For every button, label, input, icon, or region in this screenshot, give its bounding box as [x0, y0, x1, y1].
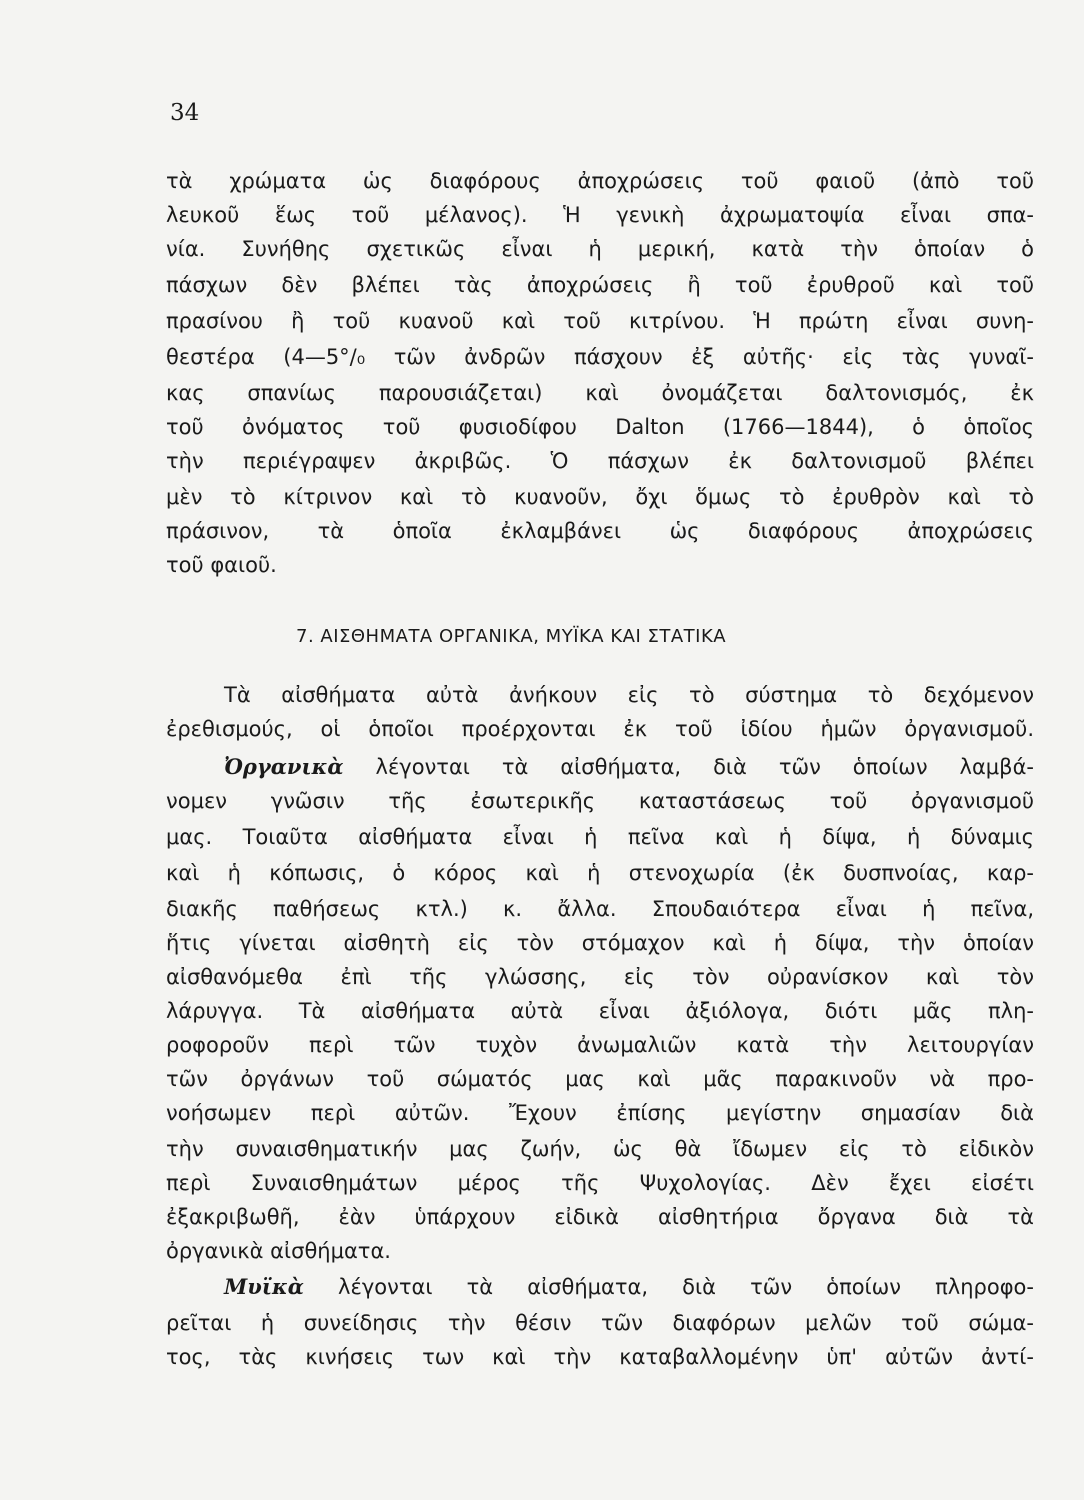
text-line: κας σπανίως παρουσιάζεται) καὶ ὀνομάζεται δαλτονισμός, ἐκ [166, 381, 1034, 405]
text-line: νομεν γνῶσιν τῆς ἐσωτερικῆς καταστάσεως τοῦ ὀργανισμοῦ [166, 789, 1034, 813]
text-line: τοῦ φαιοῦ. [166, 553, 277, 577]
text-span: λέγονται τὰ αἰσθήματα, διὰ τῶν ὁποίων πληροφο- [338, 1275, 1034, 1299]
text-line: πράσινον, τὰ ὁποῖα ἐκλαμβάνει ὡς διαφόρους ἀποχρώσεις [166, 519, 1034, 543]
page-number: 34 [170, 100, 200, 126]
text-line: τὴν περιέγραψεν ἀκριβῶς. Ὁ πάσχων ἐκ δαλτονισμοῦ βλέπει [166, 449, 1034, 473]
text-line: ροφοροῦν περὶ τῶν τυχὸν ἀνωμαλιῶν κατὰ τὴν λειτουργίαν [166, 1033, 1034, 1057]
text-line: ὀργανικὰ αἰσθήματα. [166, 1239, 391, 1263]
text-line: περὶ Συναισθημάτων μέρος τῆς Ψυχολογίας. Δὲν ἔχει εἰσέτι [166, 1171, 1034, 1195]
text-line: διακῆς παθήσεως κτλ.) κ. ἄλλα. Σπουδαιότερα εἶναι ἡ πεῖνα, [166, 897, 1034, 921]
text-line: μας. Τοιαῦτα αἰσθήματα εἶναι ἡ πεῖνα καὶ ἡ δίψα, ἡ δύναμις [166, 825, 1034, 849]
section-heading: 7. ΑΙΣΘΗΜΑΤΑ ΟΡΓΑΝΙΚΑ, ΜΥΪΚΑ ΚΑΙ ΣΤΑΤΙΚΑ [296, 626, 727, 647]
text-line: τὴν συναισθηματικήν μας ζωήν, ὡς θὰ ἴδωμεν εἰς τὸ εἰδικὸν [166, 1137, 1034, 1161]
text-line: λευκοῦ ἕως τοῦ μέλανος). Ἡ γενικὴ ἀχρωματοψία εἶναι σπα- [166, 203, 1034, 227]
text-line: αἰσθανόμεθα ἐπὶ τῆς γλώσσης, εἰς τὸν οὐρανίσκον καὶ τὸν [166, 965, 1034, 989]
text-line: ἐρεθισμούς, οἱ ὁποῖοι προέρχονται ἐκ τοῦ ἰδίου ἡμῶν ὀργανισμοῦ. [166, 717, 1034, 741]
text-line: μὲν τὸ κίτρινον καὶ τὸ κυανοῦν, ὄχι ὅμως τὸ ἐρυθρὸν καὶ τὸ [166, 485, 1034, 509]
text-line: ἥτις γίνεται αἰσθητὴ εἰς τὸν στόμαχον καὶ ἡ δίψα, τὴν ὁποίαν [166, 931, 1034, 955]
text-line: ρεῖται ἡ συνείδησις τὴν θέσιν τῶν διαφόρων μελῶν τοῦ σώμα- [166, 1311, 1034, 1335]
text-line: πρασίνου ἢ τοῦ κυανοῦ καὶ τοῦ κιτρίνου. Ἡ πρώτη εἶναι συνη- [166, 309, 1034, 333]
text-line: πάσχων δὲν βλέπει τὰς ἀποχρώσεις ἢ τοῦ ἐρυθροῦ καὶ τοῦ [166, 273, 1034, 297]
text-line [224, 1272, 1034, 1306]
term-organic: Ὀργανικὰ [224, 754, 344, 779]
text-line [224, 752, 1034, 786]
text-line: τος, τὰς κινήσεις των καὶ τὴν καταβαλλομένην ὑπ' αὐτῶν ἀντί- [166, 1345, 1034, 1369]
text-line: ἐξακριβωθῆ, ἐὰν ὑπάρχουν εἰδικὰ αἰσθητήρια ὄργανα διὰ τὰ [166, 1205, 1034, 1229]
text-line: τὰ χρώματα ὡς διαφόρους ἀποχρώσεις τοῦ φαιοῦ (ἀπὸ τοῦ [166, 169, 1034, 193]
text-line: νοήσωμεν περὶ αὐτῶν. Ἔχουν ἐπίσης μεγίστην σημασίαν διὰ [166, 1101, 1034, 1125]
text-line: τοῦ ὀνόματος τοῦ φυσιοδίφου Dalton (1766—1844), ὁ ὁποῖος [166, 415, 1034, 439]
text-line: καὶ ἡ κόπωσις, ὁ κόρος καὶ ἡ στενοχωρία (ἐκ δυσπνοίας, καρ- [166, 861, 1034, 885]
text-line: λάρυγγα. Τὰ αἰσθήματα αὐτὰ εἶναι ἀξιόλογα, διότι μᾶς πλη- [166, 999, 1034, 1023]
text-line: Τὰ αἰσθήματα αὐτὰ ἀνήκουν εἰς τὸ σύστημα τὸ δεχόμενον [224, 683, 1034, 707]
text-span: λέγονται τὰ αἰσθήματα, διὰ τῶν ὁποίων λαμβά- [375, 755, 1034, 779]
text-line: νία. Συνήθης σχετικῶς εἶναι ἡ μερική, κατὰ τὴν ὁποίαν ὁ [166, 237, 1034, 261]
text-line: θεστέρα (4—5°/₀ τῶν ἀνδρῶν πάσχουν ἐξ αὐτῆς· εἰς τὰς γυναῖ- [166, 345, 1034, 369]
text-line: τῶν ὀργάνων τοῦ σώματός μας καὶ μᾶς παρακινοῦν νὰ προ- [166, 1067, 1034, 1091]
term-muscular: Μυϊκὰ [224, 1274, 304, 1299]
